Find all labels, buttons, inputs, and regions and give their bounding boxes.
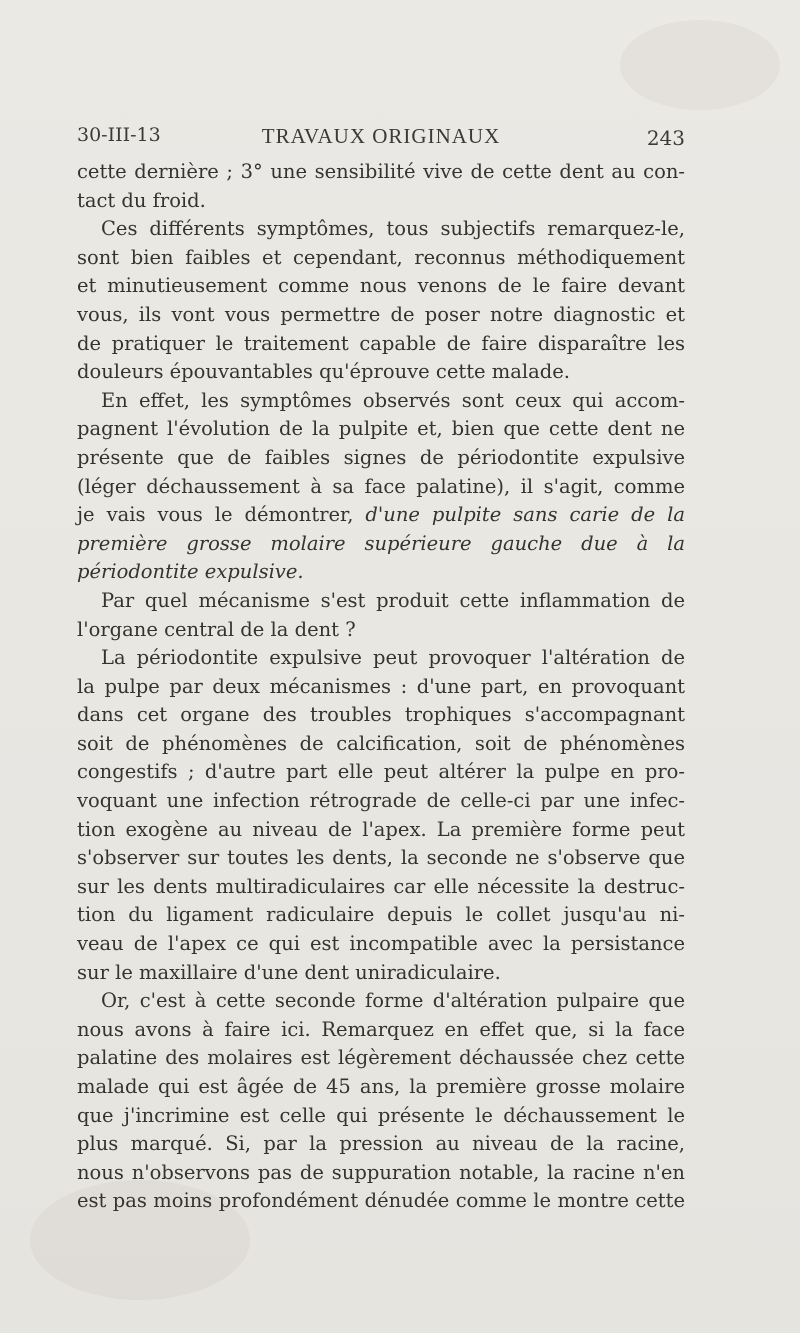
text-line: tion du ligament radiculaire depuis le collet jusqu'au ni- xyxy=(77,903,685,927)
text-line: Ces différents symptômes, tous subjectifs remarquez-le, xyxy=(101,217,685,241)
italic-line: première grosse molaire supérieure gauche due à la xyxy=(77,531,685,555)
text-line: tact du froid. xyxy=(77,188,206,212)
text-line: palatine des molaires est légèrement déchaussée chez cette xyxy=(77,1046,685,1070)
italic-line: périodontite expulsive. xyxy=(77,560,304,584)
text-line: sur les dents multiradiculaires car elle nécessite la destruc- xyxy=(77,874,685,898)
text-line: En effet, les symptômes observés sont ceux qui accom- xyxy=(101,388,685,412)
text-line: cette dernière ; 3° une sensibilité vive de cette dent au con- xyxy=(77,160,685,183)
paper-stain xyxy=(620,20,780,110)
text-line: plus marqué. Si, par la pression au niveau de la racine, xyxy=(77,1132,685,1156)
text-line: nous n'observons pas de suppuration notable, la racine n'en xyxy=(77,1160,685,1184)
text-line: pagnent l'évolution de la pulpite et, bien que cette dent ne xyxy=(77,417,685,441)
text-line: Par quel mécanisme s'est produit cette inflammation de xyxy=(101,588,685,612)
text-line: l'organe central de la dent ? xyxy=(77,617,356,641)
text-line: (léger déchaussement à sa face palatine), il s'agit, comme xyxy=(77,474,685,498)
text-line: vous, ils vont vous permettre de poser notre diagnostic et xyxy=(77,302,685,326)
text-line: sont bien faibles et cependant, reconnus méthodiquement xyxy=(77,245,685,269)
header-section-title: TRAVAUX ORIGINAUX xyxy=(261,124,501,148)
text-segment: je vais vous le démontrer, xyxy=(77,503,366,527)
text-line: sur le maxillaire d'une dent uniradiculaire. xyxy=(77,960,501,984)
text-line: malade qui est âgée de 45 ans, la première grosse molaire xyxy=(77,1075,685,1098)
text-line: la pulpe par deux mécanismes : d'une part, en provoquant xyxy=(77,674,685,698)
text-line: de pratiquer le traitement capable de faire disparaître les xyxy=(77,331,685,355)
text-line: Or, c'est à cette seconde forme d'altération pulpaire que xyxy=(101,989,685,1013)
page-number: 243 xyxy=(646,126,685,150)
text-line: nous avons à faire ici. Remarquez en effet que, si la face xyxy=(77,1017,685,1041)
text-line: et minutieusement comme nous venons de le faire devant xyxy=(77,274,685,298)
text-line: que j'incrimine est celle qui présente le déchaussement le xyxy=(77,1103,685,1127)
text-line: voquant une infection rétrograde de celle-ci par une infec- xyxy=(77,789,685,813)
text-line: présente que de faibles signes de périodontite expulsive xyxy=(77,445,685,469)
text-line: s'observer sur toutes les dents, la seconde ne s'observe que xyxy=(77,846,685,870)
text-line: congestifs ; d'autre part elle peut altérer la pulpe en pro- xyxy=(77,760,685,784)
italic-segment: d'une pulpite sans carie de la xyxy=(365,503,685,527)
body-text xyxy=(77,158,685,1216)
text-line: douleurs épouvantables qu'éprouve cette malade. xyxy=(77,360,570,384)
text-line-mixed xyxy=(77,501,685,530)
text-line: soit de phénomènes de calcification, soit de phénomènes xyxy=(77,731,685,755)
text-line: La périodontite expulsive peut provoquer l'altération de xyxy=(101,646,685,670)
text-line: veau de l'apex ce qui est incompatible avec la persistance xyxy=(77,932,685,956)
header-issue-ref: 30-III-13 xyxy=(77,124,161,146)
running-head xyxy=(77,124,685,154)
text-line: tion exogène au niveau de l'apex. La première forme peut xyxy=(77,817,685,841)
text-line: dans cet organe des troubles trophiques s'accompagnant xyxy=(77,703,685,727)
text-line: est pas moins profondément dénudée comme le montre cette xyxy=(77,1189,685,1213)
